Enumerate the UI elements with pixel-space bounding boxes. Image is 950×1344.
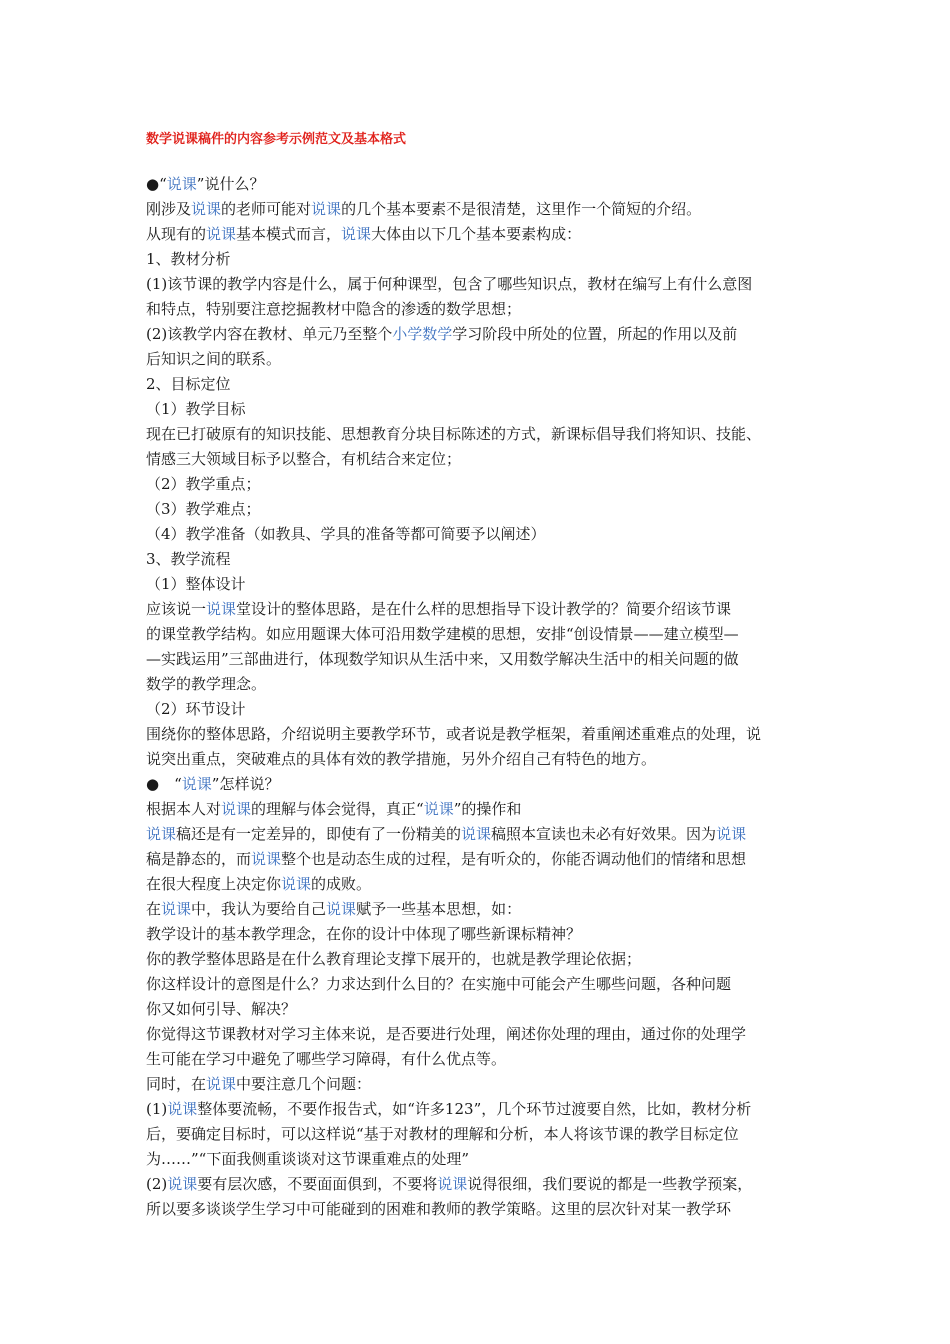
text-line [146, 397, 810, 422]
text-run: 在很大程度上决定你 [146, 875, 282, 893]
text-run: 根据本人对 [146, 800, 222, 818]
text-run: 应该说一 [146, 600, 207, 618]
text-run: 大体由以下几个基本要素构成： [371, 225, 582, 243]
text-line [146, 347, 810, 372]
text-run: 的成败。 [311, 875, 372, 893]
text-run: 的理解与体会觉得，真正“ [251, 800, 424, 818]
text-run: ”的操作和 [453, 800, 522, 818]
keyword-link[interactable]: 说课 [326, 900, 357, 918]
text-line [146, 172, 810, 197]
text-run: 所以要多谈谈学生学习中可能碰到的困难和教师的教学策略。这里的层次针对某一教学环 [146, 1200, 732, 1218]
text-line [146, 522, 810, 547]
text-line [146, 372, 810, 397]
text-run: 2、目标定位 [146, 375, 231, 393]
text-line [146, 297, 810, 322]
text-run: ”说什么？ [196, 175, 265, 193]
text-line [146, 197, 810, 222]
text-line [146, 597, 810, 622]
keyword-link[interactable]: 说课 [221, 800, 252, 818]
text-line [146, 772, 810, 797]
text-line [146, 1072, 810, 1097]
text-line [146, 247, 810, 272]
keyword-link[interactable]: 说课 [461, 825, 492, 843]
text-line [146, 747, 810, 772]
text-line [146, 447, 810, 472]
text-line [146, 972, 810, 997]
text-run: （1）整体设计 [146, 575, 246, 593]
text-line [146, 1197, 810, 1222]
keyword-link[interactable]: 说课 [167, 1100, 198, 1118]
text-line [146, 272, 810, 297]
text-run: 1、教材分析 [146, 250, 231, 268]
text-run: （2）教学重点； [146, 475, 261, 493]
text-line [146, 422, 810, 447]
text-run: 要有层次感，不要面面俱到，不要将 [197, 1175, 438, 1193]
text-run: 说得很细，我们要说的都是一些教学预案， [467, 1175, 753, 1193]
keyword-link[interactable]: 说课 [341, 225, 372, 243]
text-run: 的几个基本要素不是很清楚，这里作一个简短的介绍。 [341, 200, 702, 218]
text-run: 说突出重点，突破难点的具体有效的教学措施，另外介绍自己有特色的地方。 [146, 750, 657, 768]
keyword-link[interactable]: 说课 [206, 600, 237, 618]
text-line [146, 997, 810, 1022]
text-line [146, 1147, 810, 1172]
text-run: 堂设计的整体思路，是在什么样的思想指导下设计教学的？简要介绍该节课 [236, 600, 732, 618]
keyword-link[interactable]: 说课 [146, 825, 177, 843]
text-line [146, 797, 810, 822]
text-run: ●“ [146, 175, 167, 193]
text-line [146, 572, 810, 597]
text-run: 现在已打破原有的知识技能、思想教育分块目标陈述的方式，新课标倡导我们将知识、技能、 [146, 425, 762, 443]
text-line [146, 222, 810, 247]
text-run: 教学设计的基本教学理念，在你的设计中体现了哪些新课标精神？ [146, 925, 582, 943]
text-run: 从现有的 [146, 225, 207, 243]
text-run: 刚涉及 [146, 200, 192, 218]
text-run: 的课堂教学结构。如应用题课大体可沿用数学建模的思想，安排“创设情景——建立模型— [146, 625, 739, 643]
text-run: 为……”“下面我侧重谈谈对这节课重难点的处理” [146, 1150, 470, 1168]
text-line [146, 1172, 810, 1197]
text-run: 你又如何引导、解决？ [146, 1000, 297, 1018]
text-run: 基本模式而言， [236, 225, 342, 243]
text-line [146, 472, 810, 497]
text-line [146, 672, 810, 697]
text-run: 同时，在 [146, 1075, 207, 1093]
text-run: —实践运用”三部曲进行，体现数学知识从生活中来，又用数学解决生活中的相关问题的做 [146, 650, 739, 668]
keyword-link[interactable]: 说课 [161, 900, 192, 918]
text-run: 围绕你的整体思路，介绍说明主要教学环节，或者说是教学框架，着重阐述重难点的处理，说 [146, 725, 762, 743]
text-run: 数学的教学理念。 [146, 675, 267, 693]
text-run: ● “ [146, 775, 182, 793]
text-run: (2)该教学内容在教材、单元乃至整个 [146, 325, 393, 343]
text-run: 和特点，特别要注意挖掘教材中隐含的渗透的数学思想； [146, 300, 522, 318]
text-line [146, 822, 810, 847]
text-run: ”怎样说？ [211, 775, 280, 793]
keyword-link[interactable]: 说课 [281, 875, 312, 893]
text-run: 中，我认为要给自己 [191, 900, 327, 918]
text-line [146, 647, 810, 672]
text-run: 的老师可能对 [221, 200, 312, 218]
keyword-link[interactable]: 说课 [716, 825, 747, 843]
keyword-link[interactable]: 说课 [166, 175, 197, 193]
text-line [146, 872, 810, 897]
text-line [146, 1022, 810, 1047]
text-line [146, 697, 810, 722]
text-run: (2) [146, 1175, 168, 1193]
text-line [146, 1047, 810, 1072]
text-run: 在 [146, 900, 162, 918]
document-body [146, 172, 810, 1222]
text-line [146, 547, 810, 572]
text-run: 稿还是有一定差异的，即使有了一份精美的 [176, 825, 462, 843]
text-run: 3、教学流程 [146, 550, 231, 568]
text-run: （2）环节设计 [146, 700, 246, 718]
text-line [146, 497, 810, 522]
text-line [146, 847, 810, 872]
keyword-link[interactable]: 说课 [437, 1175, 468, 1193]
text-line [146, 622, 810, 647]
keyword-link[interactable]: 小学数学 [392, 325, 453, 343]
keyword-link[interactable]: 说课 [423, 800, 454, 818]
text-run: 生可能在学习中避免了哪些学习障碍，有什么优点等。 [146, 1050, 507, 1068]
text-line [146, 322, 810, 347]
text-run: （3）教学难点； [146, 500, 261, 518]
text-run: 稿照本宣读也未必有好效果。因为 [491, 825, 717, 843]
text-run: (1)该节课的教学内容是什么，属于何种课型，包含了哪些知识点，教材在编写上有什么意图 [146, 275, 753, 293]
text-line [146, 1122, 810, 1147]
text-run: 学习阶段中所处的位置，所起的作用以及前 [452, 325, 738, 343]
keyword-link[interactable]: 说课 [181, 775, 212, 793]
text-run: 后，要确定目标时，可以这样说“基于对教材的理解和分析，本人将该节课的教学目标定位 [146, 1125, 739, 1143]
text-line [146, 722, 810, 747]
keyword-link[interactable]: 说课 [206, 1075, 237, 1093]
text-run: 中要注意几个问题： [236, 1075, 372, 1093]
text-run: （4）教学准备（如教具、学具的准备等都可简要予以阐述） [146, 525, 546, 543]
text-run: 整体要流畅，不要作报告式，如“许多123”，几个环节过渡要自然，比如，教材分析 [197, 1100, 752, 1118]
text-run: 赋予一些基本思想，如： [356, 900, 522, 918]
text-run: (1) [146, 1100, 168, 1118]
text-run: 情感三大领域目标予以整合，有机结合来定位； [146, 450, 462, 468]
text-line [146, 922, 810, 947]
text-run: 稿是静态的，而 [146, 850, 252, 868]
keyword-link[interactable]: 说课 [206, 225, 237, 243]
text-run: 你的教学整体思路是在什么教育理论支撑下展开的，也就是教学理论依据； [146, 950, 642, 968]
text-run: 你这样设计的意图是什么？力求达到什么目的？在实施中可能会产生哪些问题，各种问题 [146, 975, 732, 993]
text-run: 整个也是动态生成的过程，是有听众的，你能否调动他们的情绪和思想 [281, 850, 747, 868]
keyword-link[interactable]: 说课 [167, 1175, 198, 1193]
keyword-link[interactable]: 说课 [311, 200, 342, 218]
text-run: 你觉得这节课教材对学习主体来说，是否要进行处理，阐述你处理的理由，通过你的处理学 [146, 1025, 747, 1043]
keyword-link[interactable]: 说课 [191, 200, 222, 218]
text-line [146, 947, 810, 972]
text-run: （1）教学目标 [146, 400, 246, 418]
keyword-link[interactable]: 说课 [251, 850, 282, 868]
text-line [146, 1097, 810, 1122]
text-run: 后知识之间的联系。 [146, 350, 282, 368]
text-line [146, 897, 810, 922]
document-title: 数学说课稿件的内容参考示例范文及基本格式 [146, 132, 407, 147]
